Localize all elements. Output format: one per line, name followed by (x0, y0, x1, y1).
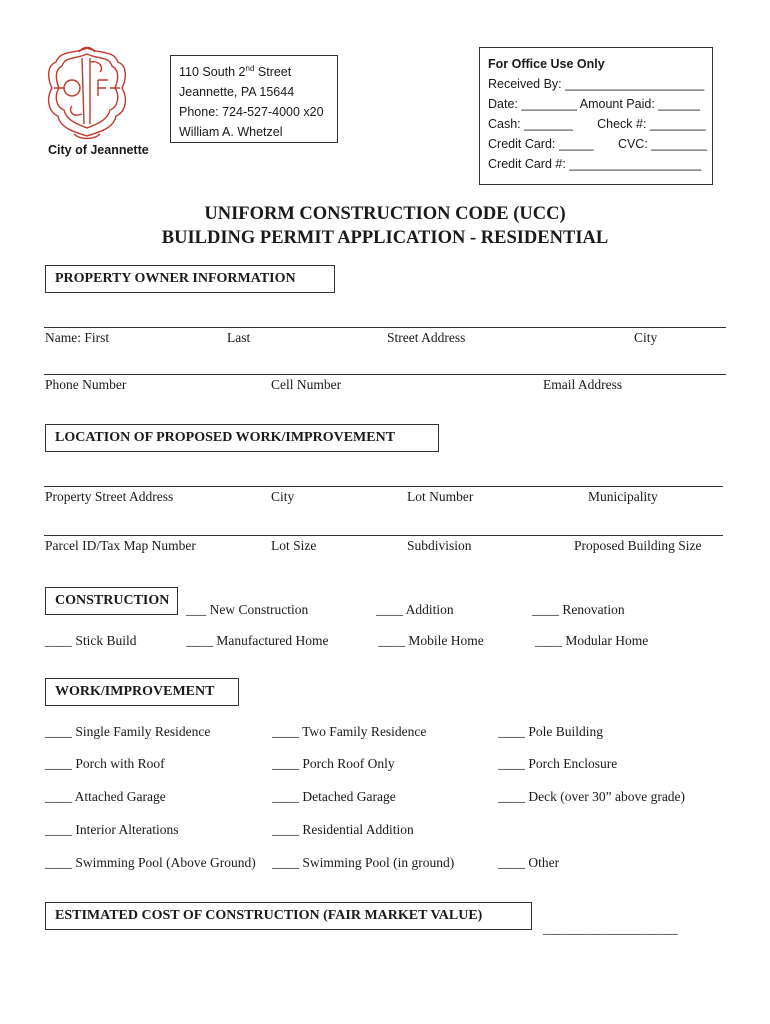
section-header-owner: PROPERTY OWNER INFORMATION (45, 265, 335, 293)
form-title-line-2: BUILDING PERMIT APPLICATION - RESIDENTIAL (161, 228, 609, 248)
label-email-address: Email Address (543, 377, 623, 392)
label-municipality: Municipality (588, 489, 658, 504)
address-line-1: 110 South 2nd Street (179, 63, 292, 79)
option-renovation[interactable]: ____ Renovation (532, 602, 625, 617)
office-check: Check #: ________ (597, 117, 706, 131)
address-contact-name: William A. Whetzel (179, 125, 283, 139)
section-header-location: LOCATION OF PROPOSED WORK/IMPROVEMENT (45, 424, 439, 452)
office-cvc: CVC: ________ (617, 137, 707, 151)
option-pole-building[interactable]: ____ Pole Building (498, 724, 604, 739)
option-attached-garage[interactable]: ____ Attached Garage (45, 789, 166, 804)
option-porch-enclosure[interactable]: ____ Porch Enclosure (498, 756, 618, 771)
form-title (0, 202, 770, 250)
label-location-city: City (271, 489, 295, 504)
option-two-family[interactable]: ____ Two Family Residence (272, 724, 427, 739)
option-porch-roof-only[interactable]: ____ Porch Roof Only (272, 756, 395, 771)
option-residential-addition[interactable]: ____ Residential Addition (272, 822, 414, 837)
label-first-name: Name: First (45, 330, 110, 345)
office-cash-check (488, 114, 704, 134)
office-use-title: For Office Use Only (488, 57, 605, 71)
office-credit-card: Credit Card: _____ (488, 137, 594, 151)
label-parcel-id: Parcel ID/Tax Map Number (45, 538, 196, 553)
option-pool-in-ground[interactable]: ____ Swimming Pool (in ground) (272, 855, 455, 870)
option-modular-home[interactable]: ____ Modular Home (535, 633, 649, 648)
owner-name-address-line[interactable] (44, 327, 726, 328)
estimated-cost-field[interactable]: ____________________ (543, 921, 678, 936)
label-last-name: Last (227, 330, 251, 345)
label-proposed-building-size: Proposed Building Size (574, 538, 702, 553)
option-addition[interactable]: ____ Addition (376, 602, 454, 617)
form-title-line-1: UNIFORM CONSTRUCTION CODE (UCC) (204, 204, 566, 224)
option-manufactured-home[interactable]: ____ Manufactured Home (186, 633, 329, 648)
section-header-work: WORK/IMPROVEMENT (45, 678, 239, 706)
option-pool-above-ground[interactable]: ____ Swimming Pool (Above Ground) (45, 855, 256, 870)
option-interior-alterations[interactable]: ____ Interior Alterations (45, 822, 179, 837)
label-city: City (634, 330, 658, 345)
address-box (170, 55, 338, 143)
option-detached-garage[interactable]: ____ Detached Garage (272, 789, 396, 804)
option-new-construction[interactable]: ___ New Construction (186, 602, 309, 617)
option-deck[interactable]: ____ Deck (over 30” above grade) (498, 789, 686, 804)
option-mobile-home[interactable]: ____ Mobile Home (378, 633, 484, 648)
option-porch-with-roof[interactable]: ____ Porch with Roof (45, 756, 165, 771)
office-use-box (479, 47, 713, 185)
address-line-2: Jeannette, PA 15644 (179, 85, 295, 99)
location-parcel-line[interactable] (44, 535, 723, 536)
label-subdivision: Subdivision (407, 538, 472, 553)
address-phone: Phone: 724-527-4000 x20 (179, 105, 324, 119)
option-other[interactable]: ____ Other (498, 855, 560, 870)
seal-caption: City of Jeannette (48, 143, 149, 157)
office-cash: Cash: _______ (488, 117, 573, 131)
office-received-by: Received By: ____________________ (488, 77, 705, 91)
office-credit-card-number: Credit Card #: ___________________ (488, 157, 702, 171)
label-lot-number: Lot Number (407, 489, 474, 504)
section-header-construction: CONSTRUCTION (45, 587, 178, 615)
label-lot-size: Lot Size (271, 538, 317, 553)
owner-contact-line[interactable] (44, 374, 726, 375)
label-property-street-address: Property Street Address (45, 489, 174, 504)
label-phone-number: Phone Number (45, 377, 127, 392)
option-single-family[interactable]: ____ Single Family Residence (45, 724, 211, 739)
office-card-cvc (488, 134, 707, 154)
label-street-address: Street Address (387, 330, 466, 345)
location-address-line[interactable] (44, 486, 723, 487)
section-header-estimated-cost: ESTIMATED COST OF CONSTRUCTION (FAIR MARKET VALUE) (45, 902, 532, 930)
option-stick-build[interactable]: ____ Stick Build (45, 633, 137, 648)
label-cell-number: Cell Number (271, 377, 342, 392)
city-seal-logo (44, 44, 130, 140)
office-date-amount: Date: ________ Amount Paid: ______ (488, 97, 700, 111)
